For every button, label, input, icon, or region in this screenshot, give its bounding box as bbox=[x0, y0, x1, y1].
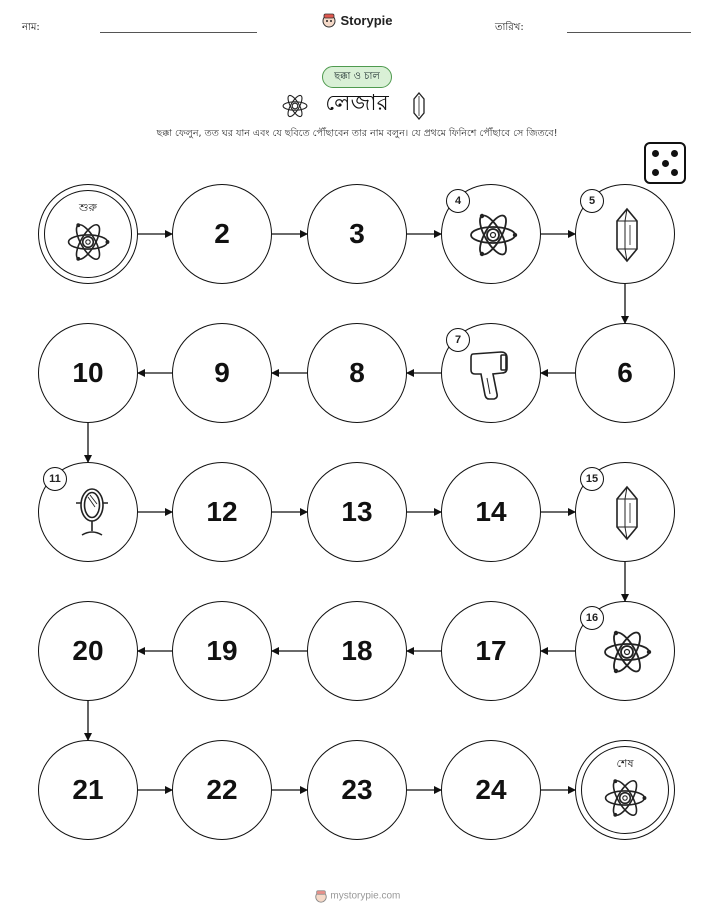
space-number: 8 bbox=[349, 357, 365, 388]
instructions: ছক্কা ফেলুন, তত ঘর যান এবং যে ছবিতে পৌঁছাবেন তার নাম বলুন। যে প্রথমে ফিনিশে পৌঁছাবে সে জিতবে! bbox=[156, 128, 558, 139]
board-space-21[interactable] bbox=[38, 740, 138, 840]
board-space-15[interactable] bbox=[575, 462, 675, 562]
space-number: 19 bbox=[206, 635, 238, 666]
page-title: লেজার bbox=[325, 91, 389, 116]
space-number-badge: 7 bbox=[446, 328, 470, 352]
board-space-18[interactable] bbox=[307, 601, 407, 701]
board-space-8[interactable] bbox=[307, 323, 407, 423]
space-number: 12 bbox=[206, 496, 238, 527]
board-space-12[interactable] bbox=[172, 462, 272, 562]
board-space-16[interactable] bbox=[575, 601, 675, 701]
brand-name: Storypie bbox=[340, 12, 393, 28]
board-space-24[interactable] bbox=[441, 740, 541, 840]
footer-site: mystorypie.com bbox=[330, 890, 401, 902]
atom-icon bbox=[602, 775, 648, 821]
atom-icon bbox=[65, 219, 111, 265]
atom-icon bbox=[601, 624, 653, 680]
mirror-icon bbox=[64, 485, 116, 541]
space-number-badge: 5 bbox=[580, 189, 604, 213]
space-number: 17 bbox=[475, 635, 507, 666]
atom-icon bbox=[467, 207, 519, 263]
space-number: 3 bbox=[349, 218, 365, 249]
space-number: 9 bbox=[214, 357, 230, 388]
name-label: নাম: bbox=[22, 22, 40, 33]
board-space-22[interactable] bbox=[172, 740, 272, 840]
space-number: 23 bbox=[341, 774, 373, 805]
space-number: 2 bbox=[214, 218, 230, 249]
board-space-3[interactable] bbox=[307, 184, 407, 284]
board-space-19[interactable] bbox=[172, 601, 272, 701]
space-number-badge: 11 bbox=[43, 467, 67, 491]
space-number: 21 bbox=[72, 774, 104, 805]
crystal-icon bbox=[601, 485, 653, 541]
board-space-23[interactable] bbox=[307, 740, 407, 840]
board-space-5[interactable] bbox=[575, 184, 675, 284]
barcode-scanner-icon bbox=[467, 346, 519, 402]
start-space[interactable] bbox=[38, 184, 138, 284]
board-space-11[interactable] bbox=[38, 462, 138, 562]
footer bbox=[0, 889, 714, 903]
space-number-badge: 16 bbox=[580, 606, 604, 630]
crystal-icon bbox=[601, 207, 653, 263]
board-space-10[interactable] bbox=[38, 323, 138, 423]
board-space-2[interactable] bbox=[172, 184, 272, 284]
space-number: 20 bbox=[72, 635, 104, 666]
board-space-7[interactable] bbox=[441, 323, 541, 423]
end-label: শেষ bbox=[616, 757, 634, 770]
start-label: শুরু bbox=[79, 201, 97, 214]
space-number: 24 bbox=[475, 774, 507, 805]
space-number: 10 bbox=[72, 357, 104, 388]
space-number: 13 bbox=[341, 496, 373, 527]
board-space-9[interactable] bbox=[172, 323, 272, 423]
board-space-6[interactable] bbox=[575, 323, 675, 423]
footer-logo-icon bbox=[314, 891, 331, 902]
space-number-badge: 15 bbox=[580, 467, 604, 491]
space-number: 18 bbox=[341, 635, 373, 666]
board-space-17[interactable] bbox=[441, 601, 541, 701]
board-space-13[interactable] bbox=[307, 462, 407, 562]
space-number: 22 bbox=[206, 774, 238, 805]
board-space-4[interactable] bbox=[441, 184, 541, 284]
space-number: 6 bbox=[617, 357, 633, 388]
space-number: 14 bbox=[475, 496, 507, 527]
space-number-badge: 4 bbox=[446, 189, 470, 213]
board-space-14[interactable] bbox=[441, 462, 541, 562]
date-label: তারিখ: bbox=[495, 22, 524, 33]
game-tag: ছক্কা ও চাল bbox=[322, 66, 392, 88]
board-space-20[interactable] bbox=[38, 601, 138, 701]
finish-space[interactable] bbox=[575, 740, 675, 840]
